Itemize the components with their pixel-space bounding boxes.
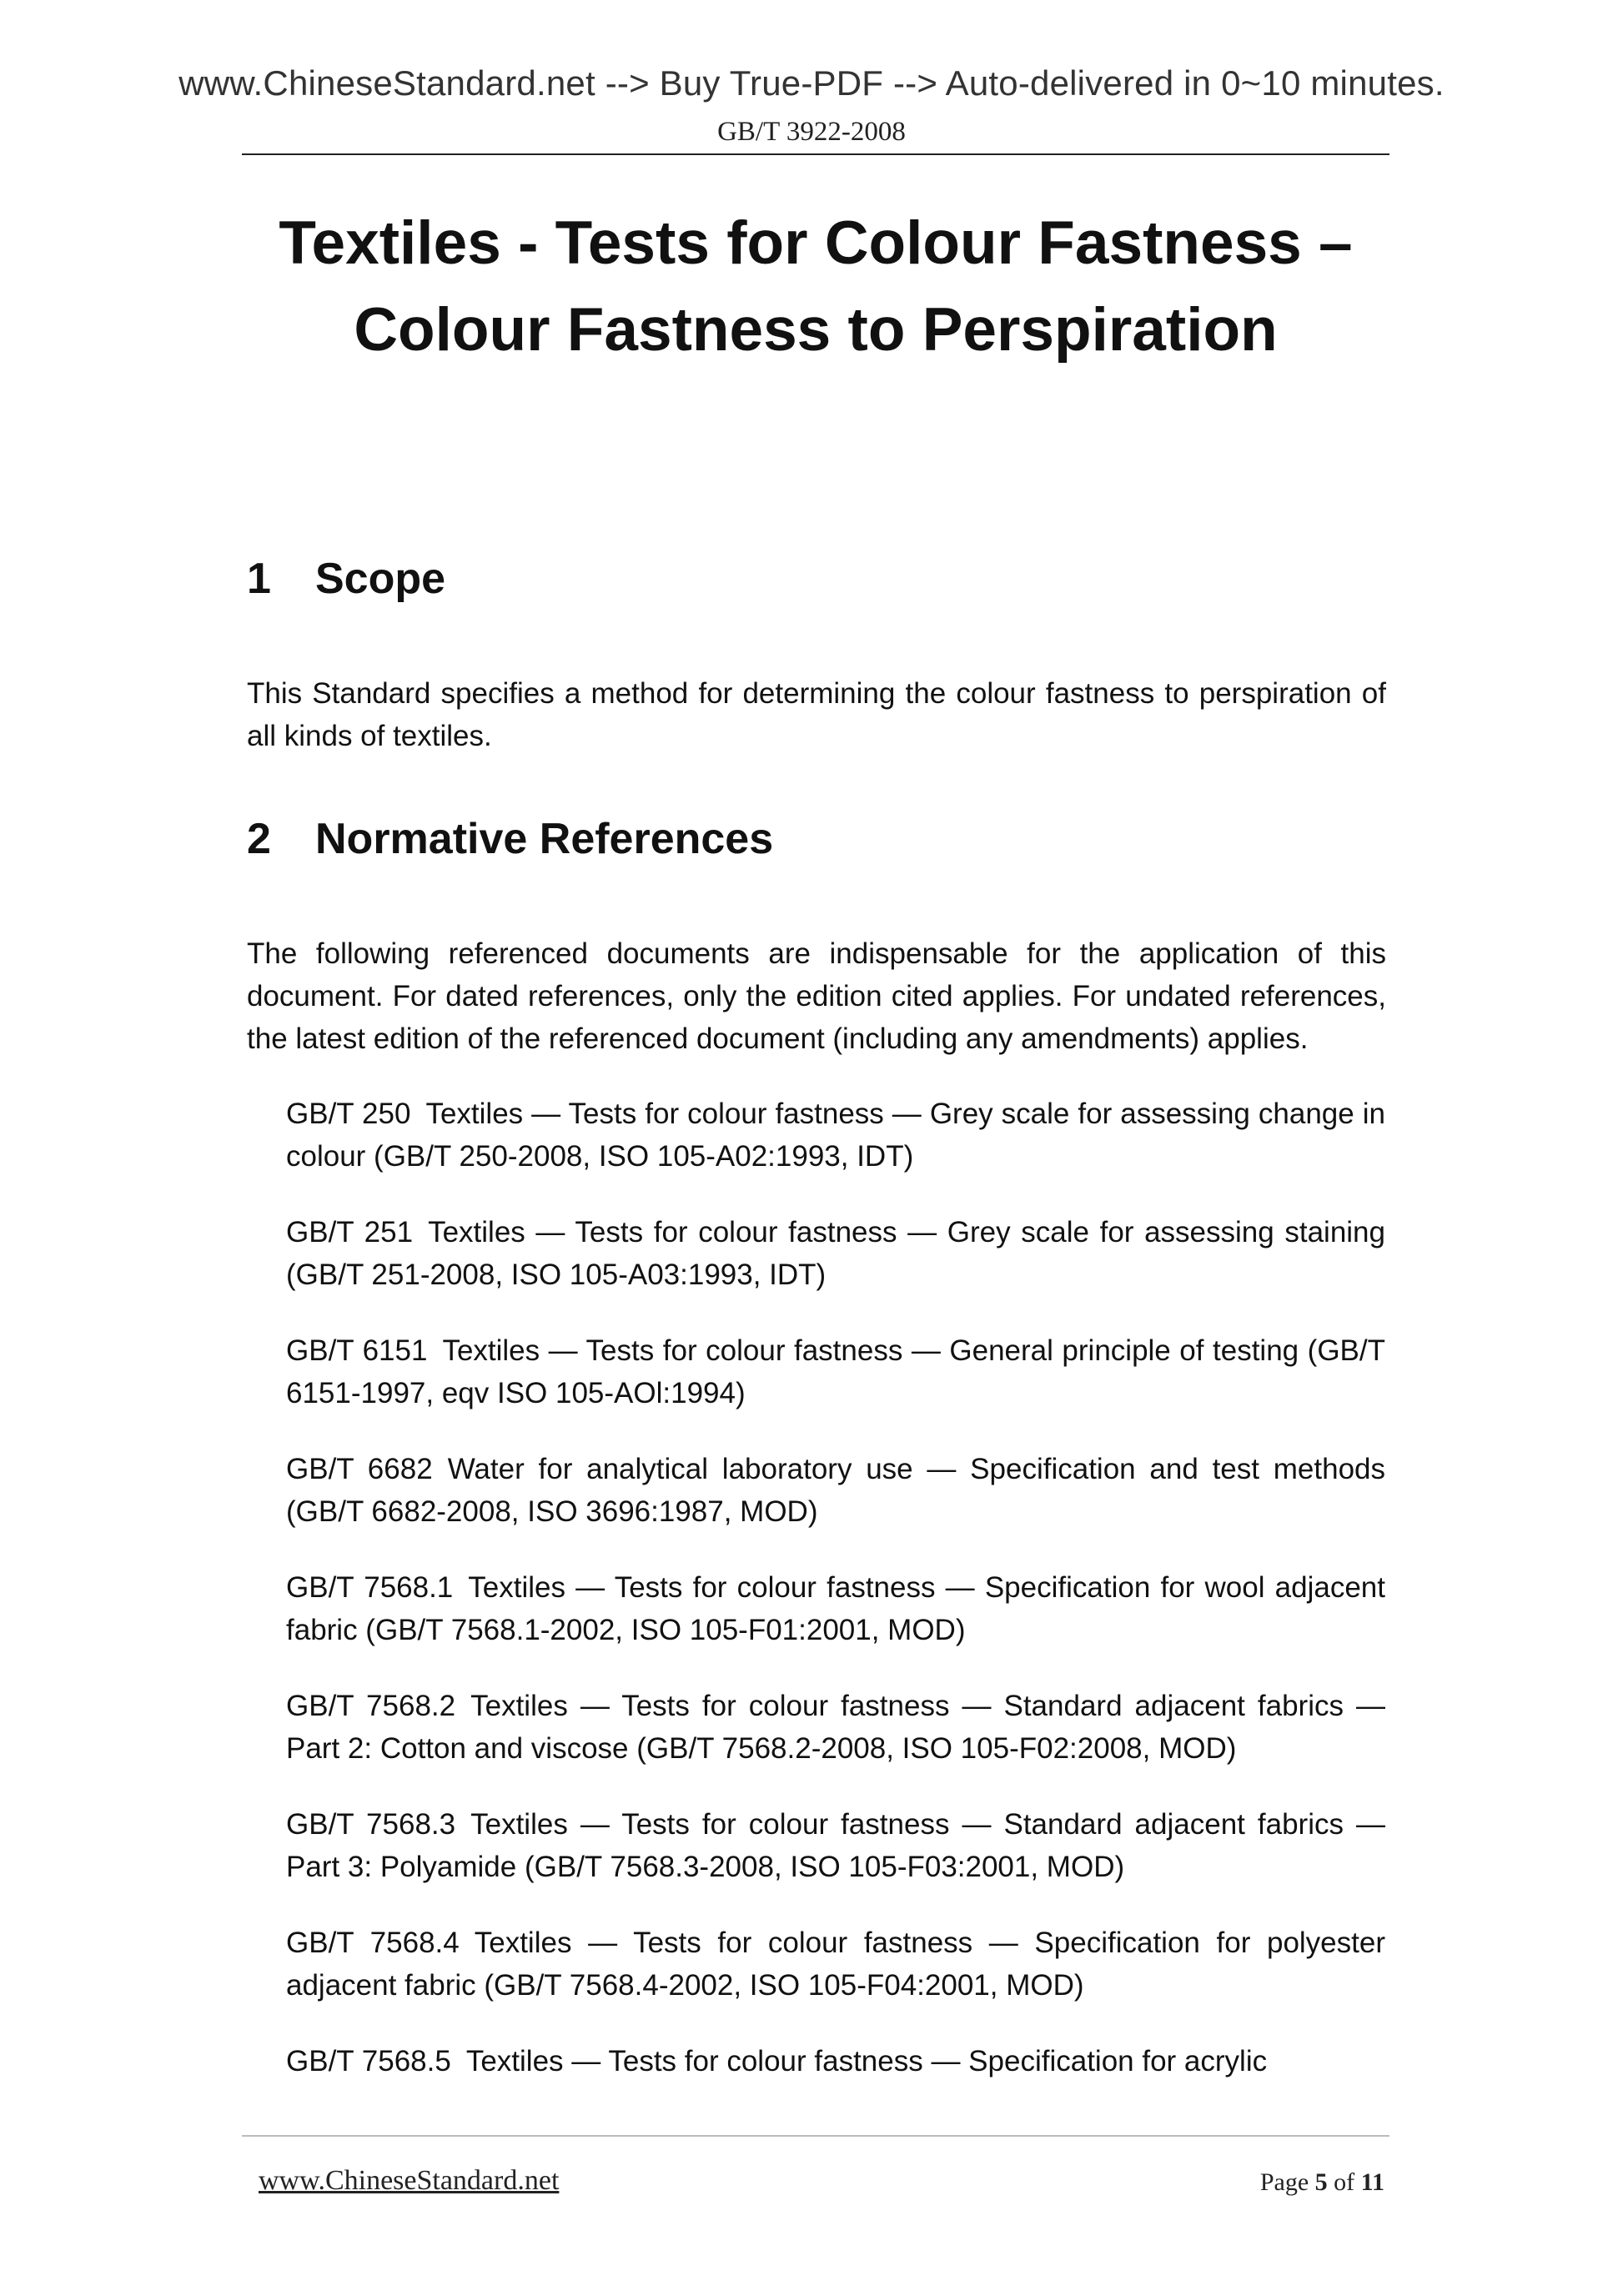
title-line-2: Colour Fastness to Perspiration bbox=[354, 296, 1278, 364]
reference-item bbox=[286, 1685, 1385, 1770]
reference-text: Textiles — Tests for colour fastness — Specification for acrylic bbox=[465, 2045, 1268, 2077]
reference-code: GB/T 6682 bbox=[286, 1453, 433, 1485]
reference-text: Textiles — Tests for colour fastness — Standard adjacent fabrics — Part 3: Polyamide (GB/T 7568.3-2008, ISO 105-F03:2001, MOD) bbox=[286, 1808, 1385, 1883]
reference-item bbox=[286, 1448, 1385, 1533]
standard-code: GB/T 3922-2008 bbox=[717, 117, 906, 147]
page-current: 5 bbox=[1314, 2168, 1328, 2196]
reference-item bbox=[286, 1922, 1385, 2007]
reference-item bbox=[286, 1211, 1385, 1296]
reference-code: GB/T 7568.3 bbox=[286, 1808, 456, 1841]
reference-code: GB/T 7568.1 bbox=[286, 1571, 454, 1604]
title-line-1: Textiles - Tests for Colour Fastness – bbox=[279, 209, 1353, 277]
reference-code: GB/T 7568.4 bbox=[286, 1927, 460, 1959]
section-heading-normative-references bbox=[247, 814, 773, 864]
reference-text: Textiles — Tests for colour fastness — General principle of testing (GB/T 6151-1997, eqv ISO 105-AOl:1994) bbox=[286, 1334, 1385, 1409]
reference-code: GB/T 251 bbox=[286, 1216, 414, 1248]
section-title: Normative References bbox=[315, 815, 774, 863]
reference-text: Textiles — Tests for colour fastness — Standard adjacent fabrics — Part 2: Cotton and viscose (GB/T 7568.2-2008, ISO 105-F02:2008, MOD) bbox=[286, 1690, 1385, 1765]
reference-item bbox=[286, 1329, 1385, 1414]
reference-item bbox=[286, 1566, 1385, 1651]
reference-text: Textiles — Tests for colour fastness — Grey scale for assessing staining (GB/T 251-2008, ISO 105-A03:1993, IDT) bbox=[286, 1216, 1385, 1291]
page-label: Page bbox=[1259, 2168, 1309, 2196]
reference-code: GB/T 7568.2 bbox=[286, 1690, 456, 1722]
page-of: of bbox=[1334, 2168, 1355, 2196]
top-banner: www.ChineseStandard.net --> Buy True-PDF --> Auto-delivered in 0~10 minutes. bbox=[178, 63, 1445, 103]
section-number: 1 bbox=[247, 555, 271, 603]
normative-references-paragraph: The following referenced documents are indispensable for the application of this document. For dated references, only the edition cited applies. For undated references, the latest edition of the referenced document (including any amendments) applies. bbox=[247, 937, 1386, 1055]
scope-paragraph: This Standard specifies a method for determining the colour fastness to perspiration of all kinds of textiles. bbox=[247, 677, 1386, 752]
section-title: Scope bbox=[315, 555, 446, 603]
header-rule bbox=[242, 153, 1389, 155]
footer-rule bbox=[242, 2135, 1389, 2137]
reference-text: Textiles — Tests for colour fastness — Grey scale for assessing change in colour (GB/T 250-2008, ISO 105-A02:1993, IDT) bbox=[286, 1098, 1385, 1173]
reference-text: Textiles — Tests for colour fastness — Specification for wool adjacent fabric (GB/T 7568.1-2002, ISO 105-F01:2001, MOD) bbox=[286, 1571, 1385, 1646]
reference-text: Textiles — Tests for colour fastness — Specification for polyester adjacent fabric (GB/T 7568.4-2002, ISO 105-F04:2001, MOD) bbox=[286, 1927, 1385, 2002]
reference-item bbox=[286, 1803, 1385, 1888]
page-total: 11 bbox=[1360, 2168, 1384, 2196]
reference-item bbox=[286, 1093, 1385, 1178]
section-number: 2 bbox=[247, 815, 271, 863]
page-indicator bbox=[1260, 2168, 1384, 2197]
reference-text: Water for analytical laboratory use — Specification and test methods (GB/T 6682-2008, ISO 3696:1987, MOD) bbox=[286, 1453, 1385, 1528]
page-title bbox=[242, 200, 1389, 374]
reference-code: GB/T 7568.5 bbox=[286, 2045, 451, 2077]
reference-code: GB/T 250 bbox=[286, 1098, 411, 1130]
reference-code: GB/T 6151 bbox=[286, 1334, 428, 1367]
section-heading-scope bbox=[247, 554, 445, 604]
footer-site-link[interactable]: www.ChineseStandard.net bbox=[259, 2165, 560, 2196]
reference-item bbox=[286, 2040, 1385, 2082]
